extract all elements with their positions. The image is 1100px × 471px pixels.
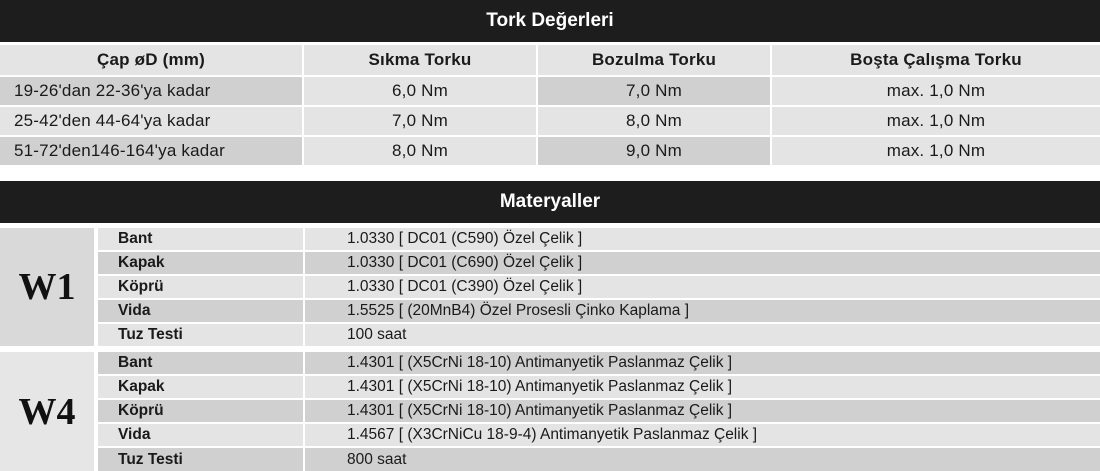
table-row xyxy=(0,77,1100,105)
breaking-torque-cell: 9,0 Nm xyxy=(536,137,770,165)
column-header-breaking-torque: Bozulma Torku xyxy=(536,45,770,75)
material-spec-value: 1.0330 [ DC01 (C690) Özel Çelik ] xyxy=(303,252,1100,274)
torque-section-title: Tork Değerleri xyxy=(0,0,1100,42)
tightening-torque-cell: 6,0 Nm xyxy=(302,77,536,105)
torque-header-row xyxy=(0,45,1100,75)
table-row xyxy=(98,448,1100,471)
tightening-torque-cell: 8,0 Nm xyxy=(302,137,536,165)
grade-label-w1: W1 xyxy=(0,228,94,346)
table-row xyxy=(0,107,1100,135)
table-row xyxy=(98,400,1100,422)
material-part-label: Bant xyxy=(98,352,303,374)
column-header-tightening-torque: Sıkma Torku xyxy=(302,45,536,75)
material-spec-value: 1.4567 [ (X3CrNiCu 18-9-4) Antimanyetik Paslanmaz Çelik ] xyxy=(303,424,1100,446)
column-header-idle-torque: Boşta Çalışma Torku xyxy=(770,45,1100,75)
breaking-torque-cell: 7,0 Nm xyxy=(536,77,770,105)
material-part-label: Vida xyxy=(98,424,303,446)
material-part-label: Kapak xyxy=(98,252,303,274)
idle-torque-cell: max. 1,0 Nm xyxy=(770,137,1100,165)
material-part-label: Bant xyxy=(98,228,303,250)
breaking-torque-cell: 8,0 Nm xyxy=(536,107,770,135)
material-part-label: Köprü xyxy=(98,400,303,422)
material-spec-value: 1.0330 [ DC01 (C590) Özel Çelik ] xyxy=(303,228,1100,250)
material-spec-value: 1.5525 [ (20MnB4) Özel Prosesli Çinko Kaplama ] xyxy=(303,300,1100,322)
table-row xyxy=(98,228,1100,250)
table-row xyxy=(98,300,1100,322)
diameter-cell: 19-26'dan 22-36'ya kadar xyxy=(14,81,211,100)
table-row xyxy=(98,324,1100,346)
diameter-cell: 51-72'den146-164'ya kadar xyxy=(14,141,225,160)
material-spec-value: 1.0330 [ DC01 (C390) Özel Çelik ] xyxy=(303,276,1100,298)
table-row xyxy=(98,376,1100,398)
material-part-label: Vida xyxy=(98,300,303,322)
idle-torque-cell: max. 1,0 Nm xyxy=(770,107,1100,135)
material-part-label: Köprü xyxy=(98,276,303,298)
material-part-label: Tuz Testi xyxy=(98,448,303,471)
grade-label-w4: W4 xyxy=(0,352,94,471)
material-part-label: Tuz Testi xyxy=(98,324,303,346)
material-spec-value: 100 saat xyxy=(303,324,1100,346)
column-header-diameter: Çap øD (mm) xyxy=(97,50,205,69)
diameter-cell: 25-42'den 44-64'ya kadar xyxy=(14,111,211,130)
table-row xyxy=(98,352,1100,374)
table-row xyxy=(98,424,1100,446)
idle-torque-cell: max. 1,0 Nm xyxy=(770,77,1100,105)
material-spec-value: 1.4301 [ (X5CrNi 18-10) Antimanyetik Paslanmaz Çelik ] xyxy=(303,400,1100,422)
table-row xyxy=(98,276,1100,298)
table-row xyxy=(0,137,1100,165)
table-row xyxy=(98,252,1100,274)
material-spec-value: 1.4301 [ (X5CrNi 18-10) Antimanyetik Paslanmaz Çelik ] xyxy=(303,352,1100,374)
material-part-label: Kapak xyxy=(98,376,303,398)
material-spec-value: 800 saat xyxy=(303,448,1100,471)
material-spec-value: 1.4301 [ (X5CrNi 18-10) Antimanyetik Paslanmaz Çelik ] xyxy=(303,376,1100,398)
tightening-torque-cell: 7,0 Nm xyxy=(302,107,536,135)
materials-section-title: Materyaller xyxy=(0,181,1100,223)
